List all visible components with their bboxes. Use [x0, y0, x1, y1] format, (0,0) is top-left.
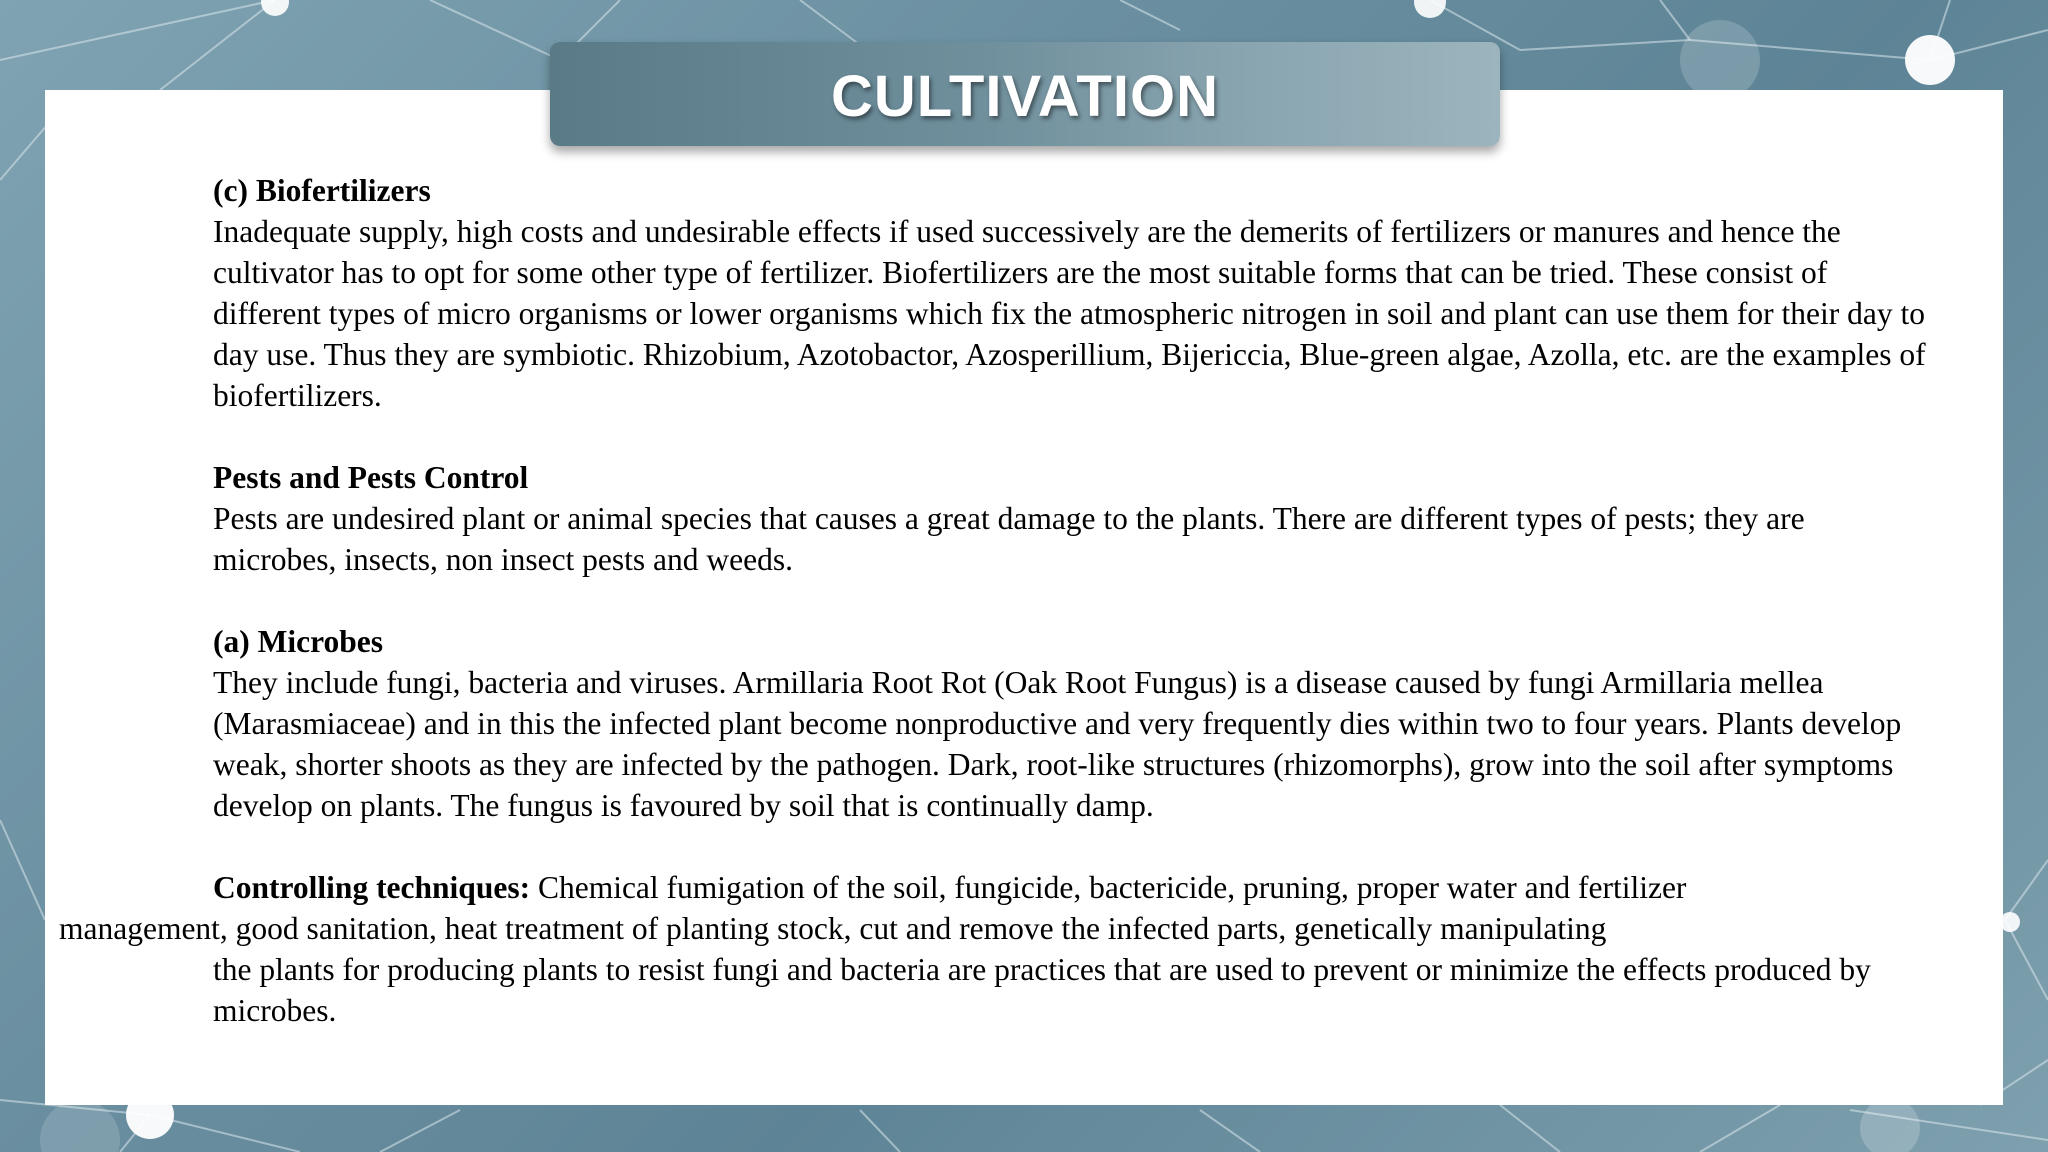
slide-title: CULTIVATION — [831, 63, 1219, 129]
biofertilizers-text: Inadequate supply, high costs and undesirable effects if used successively are the demerits of fertilizers or manures and hence the cultivator has to opt for some other type of fertilizer. Biofertilizers are the most suitable forms that can be tried. These consist of different types of micro organisms or lower organisms which fix the atmospheric nitrogen in soil and plant can use them for their day to day use. Thus they are symbiotic. Rhizobium, Azotobactor, Azosperillium, Bijericcia, Blue-green algae, Azolla, etc. are the examples of biofertilizers. — [213, 214, 1926, 413]
controlling-label: Controlling techniques: — [213, 870, 531, 905]
biofertilizers-heading: (c) Biofertilizers — [213, 173, 431, 208]
controlling-text-line1: Chemical fumigation of the soil, fungicide, bactericide, pruning, proper water and fertilizer — [530, 870, 1687, 905]
controlling-first-line — [213, 867, 1933, 908]
title-banner — [550, 42, 1500, 146]
section-spacer — [213, 580, 1933, 621]
pests-text: Pests are undesired plant or animal species that causes a great damage to the plants. There are different types of pests; they are microbes, insects, non insect pests and weeds. — [213, 501, 1805, 577]
document-body — [59, 170, 1933, 1031]
section-spacer — [213, 416, 1933, 457]
controlling-text-rest: the plants for producing plants to resist fungi and bacteria are practices that are used to prevent or minimize the effects produced by microbes. — [213, 952, 1871, 1028]
controlling-text-line2: management, good sanitation, heat treatment of planting stock, cut and remove the infected parts, genetically manipulating — [59, 911, 1607, 946]
microbes-heading: (a) Microbes — [213, 624, 383, 659]
section-spacer — [213, 826, 1933, 867]
pests-heading: Pests and Pests Control — [213, 460, 529, 495]
microbes-text: They include fungi, bacteria and viruses. Armillaria Root Rot (Oak Root Fungus) is a disease caused by fungi Armillaria mellea (Marasmiaceae) and in this the infected plant become nonproductive and very frequently dies within two to four years. Plants develop weak, shorter shoots as they are infected by the pathogen. Dark, root-like structures (rhizomorphs), grow into the soil after symptoms develop on plants. The fungus is favoured by soil that is continually damp. — [213, 665, 1902, 823]
